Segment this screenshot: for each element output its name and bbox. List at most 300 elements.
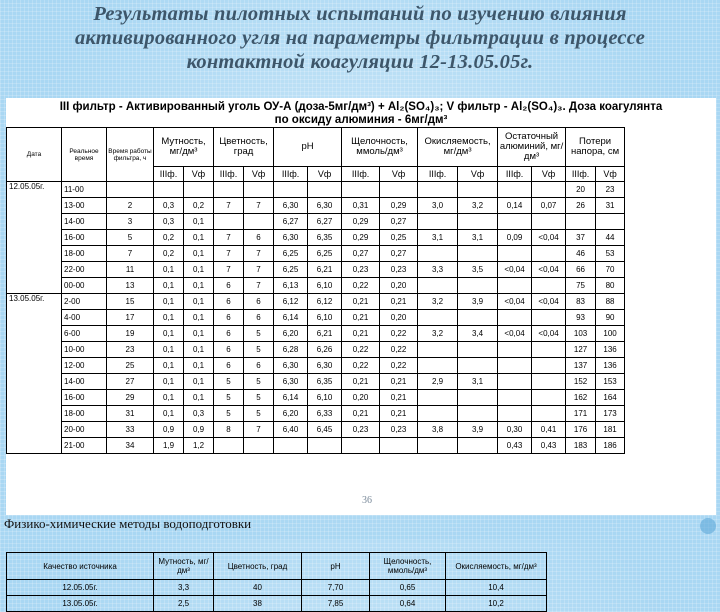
value-cell: 5 [244,326,274,342]
value-cell: 0,09 [498,230,532,246]
value-cell: 0,1 [184,310,214,326]
value-cell: 7 [244,422,274,438]
page-number: 36 [362,495,372,506]
table-row [7,406,625,422]
table-row [7,214,625,230]
value-cell [458,406,498,422]
value-cell [418,278,458,294]
value-cell: 5 [244,342,274,358]
value-cell: 6,30 [308,198,342,214]
value-cell: 6 [214,294,244,310]
value-cell [458,310,498,326]
header-ph: pH [274,128,342,167]
value-cell: 5 [244,390,274,406]
value-cell [458,358,498,374]
value-cell: <0,04 [532,230,566,246]
value-cell: 6,20 [274,406,308,422]
value-cell: 0,22 [380,342,418,358]
value-cell: 37 [566,230,596,246]
value-cell: 44 [596,230,625,246]
source-row [7,580,547,596]
value-cell: 3,5 [458,262,498,278]
value-cell: 5 [214,390,244,406]
value-cell [184,182,214,198]
work-time-cell: 17 [107,310,154,326]
source-value-cell: 10,4 [446,580,547,596]
value-cell: 0,22 [380,326,418,342]
value-cell: 164 [596,390,625,406]
value-cell: 162 [566,390,596,406]
value-cell: 0,1 [154,262,184,278]
value-cell: 0,1 [184,358,214,374]
value-cell: 53 [596,246,625,262]
value-cell: 153 [596,374,625,390]
value-cell: 3,1 [458,374,498,390]
value-cell: 3,2 [418,326,458,342]
value-cell: 0,1 [154,326,184,342]
value-cell: 0,1 [184,294,214,310]
value-cell: <0,04 [532,326,566,342]
work-time-cell: 25 [107,358,154,374]
time-cell: 18-00 [62,246,107,262]
value-cell: 0,21 [342,310,380,326]
value-cell: 0,1 [184,246,214,262]
value-cell: 80 [596,278,625,294]
value-cell: 6,25 [308,246,342,262]
subheader-f3: IIIф. [154,167,184,182]
value-cell: 0,21 [380,390,418,406]
value-cell: 66 [566,262,596,278]
value-cell: 176 [566,422,596,438]
value-cell: 0,21 [380,294,418,310]
header-turbidity: Мутность, мг/дм³ [154,128,214,167]
value-cell [458,214,498,230]
time-cell: 14-00 [62,374,107,390]
table-row [7,438,625,454]
value-cell: 0,14 [498,198,532,214]
value-cell: 88 [596,294,625,310]
value-cell [308,182,342,198]
header-head-loss: Потери напора, см [566,128,625,167]
value-cell: 6,30 [274,374,308,390]
table-row [7,262,625,278]
value-cell [498,358,532,374]
header-date: Дата [7,128,62,182]
value-cell: 6,25 [274,262,308,278]
value-cell: 0,30 [498,422,532,438]
value-cell: 0,29 [342,214,380,230]
value-cell: 7 [214,246,244,262]
value-cell: 6,27 [274,214,308,230]
time-cell: 6-00 [62,326,107,342]
value-cell: 6,40 [274,422,308,438]
time-cell: 10-00 [62,342,107,358]
value-cell: 6 [244,230,274,246]
value-cell: 6,21 [308,326,342,342]
value-cell: 7 [244,278,274,294]
value-cell: 136 [596,342,625,358]
value-cell [214,214,244,230]
table-row [7,326,625,342]
value-cell: 0,31 [342,198,380,214]
value-cell: 173 [596,406,625,422]
value-cell [498,278,532,294]
value-cell [532,342,566,358]
value-cell [244,182,274,198]
value-cell: 6,30 [308,358,342,374]
value-cell: 6,45 [308,422,342,438]
value-cell: 0,21 [342,406,380,422]
value-cell: 5 [214,406,244,422]
time-cell: 00-00 [62,278,107,294]
value-cell: 152 [566,374,596,390]
value-cell: 5 [244,406,274,422]
value-cell: 0,27 [380,246,418,262]
time-cell: 2-00 [62,294,107,310]
value-cell: 90 [596,310,625,326]
subheader-f5: Vф [244,167,274,182]
table-row [7,230,625,246]
value-cell: 3,3 [418,262,458,278]
header-alkalinity: Щелочность, ммоль/дм³ [342,128,418,167]
work-time-cell: 31 [107,406,154,422]
value-cell: 2,9 [418,374,458,390]
value-cell: 3,1 [418,230,458,246]
value-cell [274,182,308,198]
value-cell: 0,41 [532,422,566,438]
value-cell: 0,2 [154,246,184,262]
value-cell [532,358,566,374]
value-cell: 0,21 [342,374,380,390]
value-cell [532,310,566,326]
value-cell: 6,30 [274,358,308,374]
value-cell: 93 [566,310,596,326]
value-cell [418,358,458,374]
work-time-cell: 3 [107,214,154,230]
value-cell: 3,4 [458,326,498,342]
value-cell [342,438,380,454]
value-cell [418,438,458,454]
header-color: Цветность, град [214,128,274,167]
value-cell: 3,1 [458,230,498,246]
value-cell: <0,04 [498,294,532,310]
value-cell: 3,8 [418,422,458,438]
source-value-cell: 7,85 [302,596,370,612]
value-cell [418,214,458,230]
value-cell: 6,12 [308,294,342,310]
value-cell: 0,1 [154,374,184,390]
value-cell [458,390,498,406]
value-cell: 0,1 [184,342,214,358]
value-cell: 6,30 [274,230,308,246]
value-cell: 23 [596,182,625,198]
table-row [7,294,625,310]
value-cell: 6,14 [274,310,308,326]
subheader-f5: Vф [458,167,498,182]
value-cell: 5 [244,374,274,390]
value-cell [308,438,342,454]
source-date-cell: 13.05.05г. [7,596,154,612]
source-label: Качество источника [7,553,154,580]
time-cell: 16-00 [62,230,107,246]
value-cell: 6,21 [308,262,342,278]
value-cell: 0,23 [342,262,380,278]
value-cell: 0,27 [342,246,380,262]
value-cell: 0,22 [342,342,380,358]
value-cell: 0,20 [342,390,380,406]
value-cell [532,214,566,230]
value-cell [458,246,498,262]
value-cell: 6,13 [274,278,308,294]
value-cell: 0,9 [154,422,184,438]
value-cell [498,214,532,230]
table-row [7,182,625,198]
value-cell: 137 [566,358,596,374]
value-cell: <0,04 [532,294,566,310]
value-cell [214,438,244,454]
value-cell: 103 [566,326,596,342]
value-cell [498,182,532,198]
source-value-cell: 0,64 [370,596,446,612]
value-cell: 0,25 [380,230,418,246]
table-heading [6,101,716,127]
work-time-cell: 34 [107,438,154,454]
value-cell: 0,23 [342,422,380,438]
value-cell [380,182,418,198]
time-cell: 12-00 [62,358,107,374]
header-real-time: Реальное время [62,128,107,182]
value-cell: 7 [214,198,244,214]
value-cell [418,390,458,406]
value-cell: 136 [596,358,625,374]
value-cell: 0,2 [154,230,184,246]
slide-title [0,2,720,74]
table-row [7,278,625,294]
source-value-cell: 2,5 [154,596,214,612]
value-cell: 186 [596,438,625,454]
work-time-cell: 19 [107,326,154,342]
value-cell: 8 [214,422,244,438]
value-cell [532,182,566,198]
value-cell: 181 [596,422,625,438]
value-cell [274,438,308,454]
value-cell: <0,04 [498,262,532,278]
value-cell: 0,1 [154,390,184,406]
source-header-color: Цветность, град [214,553,302,580]
header-row [7,128,625,167]
value-cell: 75 [566,278,596,294]
value-cell: 0,1 [184,278,214,294]
value-cell: 1,9 [154,438,184,454]
value-cell: 6,26 [308,342,342,358]
work-time-cell: 15 [107,294,154,310]
header-work-time: Время работы фильтра, ч [107,128,154,182]
value-cell: 0,20 [380,310,418,326]
value-cell: 127 [566,342,596,358]
value-cell: 0,3 [184,406,214,422]
value-cell: 3,0 [418,198,458,214]
subheader-f3: IIIф. [214,167,244,182]
subheader-f5: Vф [532,167,566,182]
value-cell [532,278,566,294]
value-cell: 0,1 [154,278,184,294]
value-cell: 0,43 [498,438,532,454]
value-cell [498,246,532,262]
value-cell: 0,1 [184,262,214,278]
value-cell: 100 [596,326,625,342]
value-cell: 6,35 [308,230,342,246]
subheader-f3: IIIф. [274,167,308,182]
value-cell: 0,1 [184,214,214,230]
value-cell: 0,22 [342,358,380,374]
value-cell: 46 [566,246,596,262]
value-cell: 6 [214,342,244,358]
value-cell: 6,30 [274,198,308,214]
time-cell: 14-00 [62,214,107,230]
table-row [7,342,625,358]
date-cell: 12.05.05г. [7,182,62,294]
value-cell [596,214,625,230]
value-cell: 6 [214,358,244,374]
work-time-cell: 2 [107,198,154,214]
value-cell: 0,1 [154,310,184,326]
value-cell: 0,9 [184,422,214,438]
value-cell: 20 [566,182,596,198]
value-cell: 6 [244,358,274,374]
source-value-cell: 0,65 [370,580,446,596]
value-cell: 0,23 [380,422,418,438]
value-cell: 6 [214,326,244,342]
table-heading-line: по оксиду алюминия - 6мг/дм³ [274,114,448,126]
results-table [6,127,625,454]
source-header-ph: pH [302,553,370,580]
value-cell: 0,22 [380,358,418,374]
value-cell: <0,04 [532,262,566,278]
work-time-cell [107,182,154,198]
value-cell: 0,1 [154,406,184,422]
value-cell: 183 [566,438,596,454]
table-row [7,198,625,214]
subheader-f5: Vф [184,167,214,182]
value-cell: 3,2 [418,294,458,310]
value-cell [498,342,532,358]
source-value-cell: 38 [214,596,302,612]
value-cell [458,182,498,198]
subheader-f3: IIIф. [342,167,380,182]
title-line: контактной коагуляции 12-13.05.05г. [186,51,534,73]
value-cell: 0,20 [380,278,418,294]
value-cell: 7 [244,246,274,262]
value-cell [418,182,458,198]
work-time-cell: 13 [107,278,154,294]
value-cell [418,406,458,422]
source-value-cell: 40 [214,580,302,596]
subheader-f3: IIIф. [498,167,532,182]
value-cell [532,406,566,422]
value-cell: 6,33 [308,406,342,422]
value-cell: 6,10 [308,390,342,406]
value-cell: 26 [566,198,596,214]
value-cell: 0,21 [380,374,418,390]
value-cell: 0,1 [184,230,214,246]
value-cell: 0,1 [154,342,184,358]
table-heading-line: III фильтр - Активированный уголь ОУ-А (доза-5мг/дм³) + Al₂(SO₄)₃; V фильтр - Al₂(SO₄)₃. Доза коагулянта [59,101,663,113]
work-time-cell: 33 [107,422,154,438]
value-cell: 0,3 [154,214,184,230]
time-cell: 21-00 [62,438,107,454]
footer-text: Физико-химические методы водоподготовки [4,516,252,531]
subheader-f5: Vф [380,167,418,182]
table-row [7,390,625,406]
value-cell: 0,21 [380,406,418,422]
value-cell: 0,29 [380,198,418,214]
time-cell: 16-00 [62,390,107,406]
value-cell [458,278,498,294]
value-cell: 6 [244,294,274,310]
value-cell: 70 [596,262,625,278]
decorative-circle [700,518,716,534]
work-time-cell: 29 [107,390,154,406]
value-cell: 3,2 [458,198,498,214]
value-cell: 6,25 [274,246,308,262]
source-quality-table [6,552,547,612]
table-row [7,422,625,438]
source-header-alkalinity: Щелочность, ммоль/дм³ [370,553,446,580]
value-cell: 0,43 [532,438,566,454]
value-cell: 7 [214,262,244,278]
table-row [7,310,625,326]
work-time-cell: 11 [107,262,154,278]
value-cell: 7 [244,262,274,278]
work-time-cell: 7 [107,246,154,262]
value-cell: 0,29 [342,230,380,246]
value-cell: 0,21 [342,326,380,342]
subheader-f5: Vф [596,167,625,182]
value-cell: 83 [566,294,596,310]
time-cell: 4-00 [62,310,107,326]
time-cell: 22-00 [62,262,107,278]
value-cell [532,390,566,406]
title-line: Результаты пилотных испытаний по изучению влияния [93,3,627,25]
time-cell: 11-00 [62,182,107,198]
value-cell: 6 [244,310,274,326]
table-row [7,246,625,262]
value-cell: 0,1 [154,294,184,310]
value-cell: 6,14 [274,390,308,406]
value-cell: 0,2 [184,198,214,214]
table-row [7,358,625,374]
value-cell: 0,1 [184,390,214,406]
value-cell [244,438,274,454]
value-cell [498,374,532,390]
value-cell [342,182,380,198]
title-line: активированного угля на параметры фильтрации в процессе [74,27,646,49]
value-cell [154,182,184,198]
source-value-cell: 10,2 [446,596,547,612]
value-cell: 6 [214,278,244,294]
value-cell [532,246,566,262]
date-cell: 13.05.05г. [7,294,62,454]
value-cell [532,374,566,390]
value-cell [498,310,532,326]
source-value-cell: 3,3 [154,580,214,596]
value-cell: <0,04 [498,326,532,342]
value-cell [380,438,418,454]
value-cell [566,214,596,230]
header-oxidability: Окисляемость, мг/дм³ [418,128,498,167]
value-cell: 5 [214,374,244,390]
value-cell [498,390,532,406]
